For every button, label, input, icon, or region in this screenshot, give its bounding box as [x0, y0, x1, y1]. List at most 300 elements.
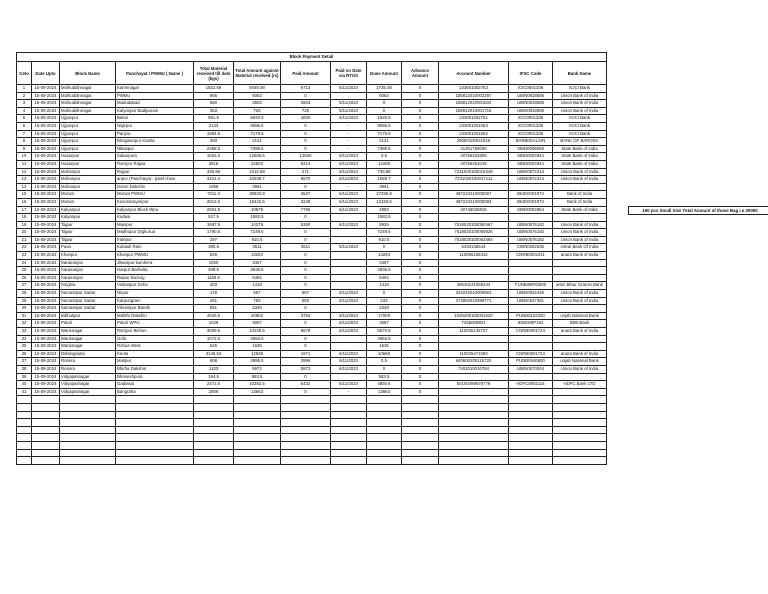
- table-cell: 15442.5: [234, 198, 281, 206]
- table-row: [17, 176, 607, 184]
- table-cell: Panjna: [116, 130, 194, 138]
- table-cell: 0: [402, 320, 439, 328]
- table-cell: 0: [402, 335, 439, 343]
- table-cell: UBIN0572314: [509, 168, 553, 176]
- table-cell: Vidyapatinagar: [60, 381, 116, 389]
- table-cell: ICICI Bank: [553, 115, 607, 123]
- table-cell: [439, 373, 509, 381]
- table-cell: 15-09-2024: [32, 274, 60, 282]
- table-cell: ICIC0001336: [509, 122, 553, 130]
- table-cell: 1582.5: [367, 214, 402, 222]
- empty-row: [17, 457, 607, 465]
- table-cell: 6/11/2023: [331, 297, 367, 305]
- column-header: Account Number: [439, 62, 509, 85]
- table-cell: Warisnagar: [60, 343, 116, 351]
- table-cell: 0: [281, 343, 331, 351]
- table-cell: 7389.5: [367, 145, 402, 153]
- table-cell: 0: [402, 388, 439, 396]
- table-cell: 15-09-2024: [32, 115, 60, 123]
- table-cell: 0: [402, 252, 439, 260]
- table-cell: 22: [17, 244, 32, 252]
- table-row: [17, 290, 607, 298]
- table-cell: 6/11/2023: [331, 85, 367, 93]
- table-cell: 3087: [234, 320, 281, 328]
- table-cell: 910.5: [367, 236, 402, 244]
- table-cell: 133601002751: [439, 115, 509, 123]
- table-cell: 6/11/2023: [331, 168, 367, 176]
- table-cell: Mohiuddinnagar: [60, 107, 116, 115]
- table-cell: 35: [17, 343, 32, 351]
- table-cell: Union Bank of India: [553, 221, 607, 229]
- table-cell: 0: [402, 328, 439, 336]
- table-cell: 6/11/2023: [331, 244, 367, 252]
- table-cell: SBIN0002944: [509, 160, 553, 168]
- table-cell: Bangraha: [116, 388, 194, 396]
- table-cell: IDBI Bank: [553, 320, 607, 328]
- table-cell: 15-09-2024: [32, 328, 60, 336]
- column-header: Paid Amount: [281, 62, 331, 85]
- table-cell: 261: [194, 297, 234, 305]
- table-cell: Ujiyarpur: [60, 122, 116, 130]
- table-cell: anara Bank of India: [553, 252, 607, 260]
- table-cell: [553, 388, 607, 396]
- table-cell: 640600200115720: [439, 358, 509, 366]
- table-cell: 15-09-2024: [32, 145, 60, 153]
- table-cell: 545: [194, 343, 234, 351]
- table-row: [17, 85, 607, 93]
- table-cell: Union Bank of India: [553, 100, 607, 108]
- table-cell: 7011.3: [194, 191, 234, 199]
- table-cell: 28: [17, 290, 32, 298]
- table-cell: 15-09-2024: [32, 191, 60, 199]
- table-cell: 7: [17, 130, 32, 138]
- table-cell: PUNB0102320: [509, 312, 553, 320]
- table-cell: 27: [17, 282, 32, 290]
- table-cell: Dalsingsarai: [60, 350, 116, 358]
- table-cell: 13293: [367, 252, 402, 260]
- table-row: [17, 358, 607, 366]
- table-cell: 2368.5: [194, 145, 234, 153]
- table-cell: 0: [402, 198, 439, 206]
- table-cell: 3457: [367, 259, 402, 267]
- side-note: 100 pcs Small Size Total Amount of those Bag i.e 20000: [628, 206, 768, 215]
- table-cell: 30833.9: [234, 191, 281, 199]
- table-cell: 17009: [367, 312, 402, 320]
- table-cell: [331, 236, 367, 244]
- table-cell: [509, 214, 553, 222]
- table-row: [17, 259, 607, 267]
- table-cell: 110035145737: [439, 328, 509, 336]
- table-cell: 21: [17, 236, 32, 244]
- table-cell: 1971: [281, 350, 331, 358]
- table-cell: Kalyanpur: [60, 206, 116, 214]
- table-cell: 1029: [194, 320, 234, 328]
- table-cell: 5494: [367, 274, 402, 282]
- table-cell: [553, 305, 607, 313]
- column-header: Bank Name: [553, 62, 607, 85]
- table-cell: 0: [402, 153, 439, 161]
- table-cell: 0: [281, 274, 331, 282]
- table-cell: Mohanpur: [60, 176, 116, 184]
- table-cell: 39: [17, 373, 32, 381]
- table-row: [17, 373, 607, 381]
- table-cell: UBIN0576182: [509, 236, 553, 244]
- table-cell: Vikrampur Bande: [116, 305, 194, 313]
- table-row: [17, 267, 607, 275]
- table-cell: [331, 305, 367, 313]
- table-cell: 1133: [194, 365, 234, 373]
- table-cell: 185812010001634: [439, 100, 509, 108]
- table-cell: 178: [194, 290, 234, 298]
- table-cell: 985: [194, 92, 234, 100]
- table-cell: 1059: [194, 183, 234, 191]
- table-cell: 3537: [281, 191, 331, 199]
- table-cell: Bibhutipur: [60, 312, 116, 320]
- table-cell: 12666: [281, 153, 331, 161]
- table-cell: 7455000801: [439, 320, 509, 328]
- table-cell: 6/11/2023: [331, 198, 367, 206]
- table-cell: 2501.5: [194, 206, 234, 214]
- table-cell: 33: [17, 328, 32, 336]
- table-cell: Samastipur Sadar: [60, 305, 116, 313]
- table-cell: 12639: [234, 350, 281, 358]
- table-cell: 110095158412: [439, 252, 509, 260]
- table-cell: [553, 343, 607, 351]
- table-cell: 110035471093: [439, 350, 509, 358]
- table-cell: [509, 373, 553, 381]
- table-cell: 2121: [367, 138, 402, 146]
- table-cell: 1419: [234, 282, 281, 290]
- table-cell: Union Bank of India: [553, 290, 607, 298]
- table-cell: [439, 267, 509, 275]
- table-cell: 12193.5: [367, 198, 402, 206]
- table-cell: 1635: [367, 343, 402, 351]
- table-cell: 9086.5: [234, 122, 281, 130]
- table-cell: [553, 267, 607, 275]
- table-title: Block Payment Detail: [17, 53, 607, 62]
- table-cell: 6/11/2023: [331, 206, 367, 214]
- table-cell: [331, 373, 367, 381]
- table-cell: 6/11/2023: [331, 176, 367, 184]
- table-cell: 5194135643: [439, 244, 509, 252]
- column-header: Total Amount against Material received (rs): [234, 62, 281, 85]
- table-row: [17, 350, 607, 358]
- table-cell: 15-09-2024: [32, 130, 60, 138]
- table-cell: 4626.5: [194, 312, 234, 320]
- table-cell: 0: [281, 122, 331, 130]
- table-cell: Samastipur Sadar: [60, 297, 116, 305]
- table-cell: 3818: [194, 160, 234, 168]
- table-cell: 16: [17, 198, 32, 206]
- table-cell: 13663: [367, 388, 402, 396]
- table-cell: [553, 183, 607, 191]
- table-cell: ICIC0001336: [509, 115, 553, 123]
- table-cell: Kudwa: [116, 214, 194, 222]
- table-cell: 0: [402, 229, 439, 237]
- table-cell: [509, 388, 553, 396]
- table-cell: 0: [281, 92, 331, 100]
- table-cell: 2121: [234, 138, 281, 146]
- table-cell: 133601002753: [439, 85, 509, 93]
- table-cell: 19: [17, 221, 32, 229]
- table-row: [17, 168, 607, 176]
- table-cell: Rampur Rajwa: [116, 160, 194, 168]
- table-cell: 0: [281, 305, 331, 313]
- table-cell: 9448.48: [234, 85, 281, 93]
- table-cell: 4836.5: [367, 267, 402, 275]
- table-cell: 489.5: [194, 267, 234, 275]
- table-cell: [439, 274, 509, 282]
- table-row: [17, 282, 607, 290]
- table-cell: 0: [402, 259, 439, 267]
- table-cell: 194.5: [194, 373, 234, 381]
- table-cell: 3961: [234, 183, 281, 191]
- table-row: [17, 138, 607, 146]
- table-cell: Union Bank of India: [553, 92, 607, 100]
- table-cell: 20: [17, 229, 32, 237]
- table-cell: PWMu: [116, 92, 194, 100]
- table-cell: 3: [17, 100, 32, 108]
- table-row: [17, 381, 607, 389]
- table-cell: Union Bank of India: [553, 297, 607, 305]
- table-cell: 1: [17, 85, 32, 93]
- table-cell: 15-09-2024: [32, 92, 60, 100]
- table-cell: 0: [367, 100, 402, 108]
- table-cell: Tajpur: [60, 221, 116, 229]
- table-cell: Bhaneshpura: [116, 373, 194, 381]
- table-cell: 0: [281, 214, 331, 222]
- table-cell: 6/11/2023: [331, 221, 367, 229]
- table-cell: 40: [17, 381, 32, 389]
- table-cell: 29050100021816: [439, 138, 509, 146]
- table-cell: [509, 259, 553, 267]
- table-cell: 0: [402, 191, 439, 199]
- table-cell: Rohua West: [116, 343, 194, 351]
- table-cell: 15-09-2024: [32, 206, 60, 214]
- table-cell: 6: [17, 122, 32, 130]
- table-cell: 3793: [281, 312, 331, 320]
- table-cell: 1563.3: [194, 153, 234, 161]
- table-cell: 7402010010784: [439, 365, 509, 373]
- table-cell: 651: [194, 305, 234, 313]
- table-cell: 527.5: [194, 214, 234, 222]
- table-cell: 10679: [234, 206, 281, 214]
- table-cell: 550: [281, 297, 331, 305]
- table-cell: 15-09-2024: [32, 85, 60, 93]
- table-cell: 15-09-2024: [32, 168, 60, 176]
- table-cell: 15-09-2024: [32, 252, 60, 260]
- table-cell: UBIN0818585: [509, 92, 553, 100]
- table-row: [17, 236, 607, 244]
- table-cell: Kubauli Ram: [116, 244, 194, 252]
- table-cell: 2349: [234, 305, 281, 313]
- table-cell: Motipur: [116, 358, 194, 366]
- table-cell: 15-09-2024: [32, 282, 60, 290]
- table-cell: 1669.7: [367, 176, 402, 184]
- table-cell: [553, 335, 607, 343]
- table-cell: 2809: [194, 388, 234, 396]
- table-cell: Bank of India: [553, 198, 607, 206]
- empty-row: [17, 441, 607, 449]
- column-header: Total Material received till date (kgs): [194, 62, 234, 85]
- table-cell: 390.8: [194, 244, 234, 252]
- table-cell: Nirpur: [116, 290, 194, 298]
- table-cell: 0: [281, 388, 331, 396]
- table-row: [17, 191, 607, 199]
- table-cell: 133601001062: [439, 130, 509, 138]
- table-cell: 1635: [234, 343, 281, 351]
- table-cell: Vishanpur Doha: [116, 282, 194, 290]
- table-cell: 1010.88: [234, 168, 281, 176]
- table-cell: 6/11/2023: [331, 365, 367, 373]
- table-row: [17, 343, 607, 351]
- table-row: [17, 115, 607, 123]
- table-cell: 41351758030: [439, 145, 509, 153]
- table-cell: [509, 274, 553, 282]
- table-cell: UBIN0537381: [509, 297, 553, 305]
- table-cell: 3249: [281, 198, 331, 206]
- table-cell: ICIC0001336: [509, 130, 553, 138]
- table-cell: CNRB0001724: [509, 350, 553, 358]
- table-cell: 7618020100050826: [439, 229, 509, 237]
- table-row: [17, 92, 607, 100]
- table-cell: 3995.5: [234, 358, 281, 366]
- table-row: [17, 244, 607, 252]
- table-cell: Sarairanjan: [60, 259, 116, 267]
- table-cell: Rosera: [60, 358, 116, 366]
- table-cell: CNRB0002311: [509, 252, 553, 260]
- table-cell: 0.6: [367, 153, 402, 161]
- table-cell: 0: [281, 229, 331, 237]
- table-cell: Bhagwanpur Kamla: [116, 138, 194, 146]
- table-cell: Pusa: [60, 244, 116, 252]
- table-cell: 0: [367, 290, 402, 298]
- table-cell: 37: [17, 358, 32, 366]
- table-cell: Union Bank of India: [553, 236, 607, 244]
- table-cell: 583.5: [234, 373, 281, 381]
- table-cell: 8929: [367, 221, 402, 229]
- table-cell: 3503: [234, 100, 281, 108]
- table-cell: [331, 274, 367, 282]
- table-cell: 185812010001715: [439, 107, 509, 115]
- table-cell: 2: [17, 92, 32, 100]
- table-cell: 15-09-2024: [32, 343, 60, 351]
- table-cell: 4953.5: [234, 335, 281, 343]
- table-cell: 680: [194, 100, 234, 108]
- table-cell: 3511: [281, 244, 331, 252]
- table-row: [17, 328, 607, 336]
- table-cell: BANK OF BARODA: [553, 138, 607, 146]
- table-cell: 0: [402, 214, 439, 222]
- table-cell: 0: [281, 236, 331, 244]
- table-cell: 50100499679779: [439, 381, 509, 389]
- table-cell: [439, 183, 509, 191]
- table-cell: Nikaspur: [116, 145, 194, 153]
- table-cell: 15-09-2024: [32, 236, 60, 244]
- table-cell: 133601001063: [439, 122, 509, 130]
- table-cell: 40756254049: [439, 160, 509, 168]
- table-cell: 583.5: [367, 373, 402, 381]
- table-row: [17, 312, 607, 320]
- table-cell: [553, 373, 607, 381]
- table-cell: 2883: [367, 206, 402, 214]
- table-cell: 39540131055244: [439, 282, 509, 290]
- table-cell: 5972: [234, 365, 281, 373]
- table-cell: Kalyanpur Block Wpu: [116, 206, 194, 214]
- table-cell: 0: [402, 206, 439, 214]
- table-cell: 7618020100053484: [439, 236, 509, 244]
- table-cell: 324222010000663: [439, 290, 509, 298]
- table-row: [17, 320, 607, 328]
- table-cell: 5: [17, 115, 32, 123]
- table-cell: 15-09-2024: [32, 381, 60, 389]
- table-cell: [331, 214, 367, 222]
- empty-row: [17, 403, 607, 411]
- table-cell: 0: [402, 274, 439, 282]
- table-cell: Belari: [116, 115, 194, 123]
- table-cell: 0: [402, 221, 439, 229]
- table-cell: UBIN0570044: [509, 365, 553, 373]
- table-cell: 185812010002297: [439, 92, 509, 100]
- table-cell: Ujiyarpur: [60, 138, 116, 146]
- table-cell: 15-09-2024: [32, 198, 60, 206]
- table-cell: [509, 335, 553, 343]
- table-cell: 6/11/2023: [331, 381, 367, 389]
- table-cell: Mohiuddinnagar: [60, 100, 116, 108]
- table-cell: Kalyanpur: [60, 214, 116, 222]
- table-cell: 0: [402, 312, 439, 320]
- empty-row: [17, 449, 607, 457]
- table-cell: 3961: [367, 183, 402, 191]
- table-cell: UBIN0576182: [509, 221, 553, 229]
- table-cell: FUNB0BRGB06: [509, 282, 553, 290]
- column-header: Paid on Date via RTGS: [331, 62, 367, 85]
- table-row: [17, 206, 607, 214]
- table-cell: 0.5: [367, 358, 402, 366]
- table-cell: 3145.52: [194, 350, 234, 358]
- table-row: [17, 214, 607, 222]
- table-cell: unjab National Bank: [553, 312, 607, 320]
- table-cell: 0: [281, 267, 331, 275]
- column-header: IFSC Code: [509, 62, 553, 85]
- table-cell: [553, 214, 607, 222]
- table-cell: 271: [281, 168, 331, 176]
- table-row: [17, 305, 607, 313]
- table-cell: 6/11/2023: [331, 312, 367, 320]
- table-cell: HDFC Bank LTD: [553, 381, 607, 389]
- table-cell: [331, 267, 367, 275]
- table-cell: Jitwarpur kumhera: [116, 259, 194, 267]
- table-cell: 15-09-2024: [32, 290, 60, 298]
- table-cell: -: [331, 145, 367, 153]
- table-cell: 908: [194, 358, 234, 366]
- table-cell: 12: [17, 168, 32, 176]
- table-cell: 15: [17, 191, 32, 199]
- table-cell: Union Bank of India: [553, 176, 607, 184]
- table-cell: Gadiasai: [116, 381, 194, 389]
- table-cell: Morwa PWMU: [116, 191, 194, 199]
- table-cell: 13663: [234, 388, 281, 396]
- table-cell: Harpur Barhetta: [116, 267, 194, 275]
- column-header: S.No: [17, 62, 32, 85]
- table-cell: 0: [281, 373, 331, 381]
- table-cell: 1822.69: [194, 85, 234, 93]
- table-cell: 7179.5: [367, 130, 402, 138]
- table-cell: ICICI Bank: [553, 85, 607, 93]
- table-cell: Vidyapatinagar: [60, 373, 116, 381]
- table-cell: Mohanpur: [60, 168, 116, 176]
- table-cell: 0: [402, 160, 439, 168]
